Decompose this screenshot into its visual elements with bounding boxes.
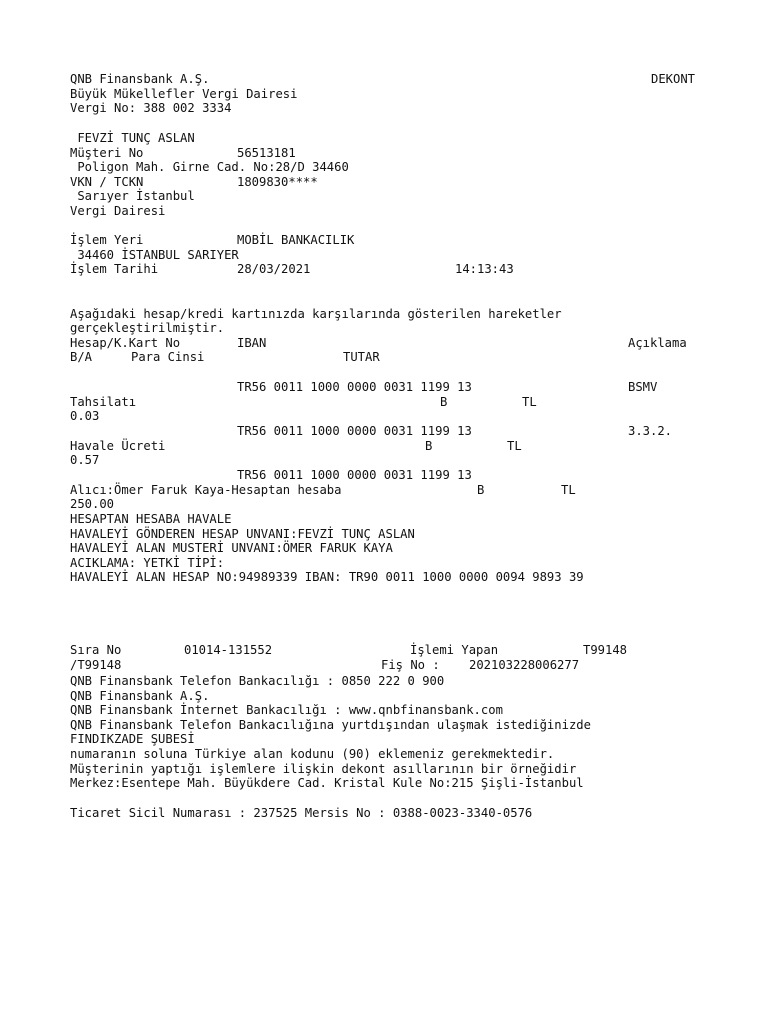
abroad-note: QNB Finansbank Telefon Bankacılığına yurtdışından ulaşmak istediğinizde (70, 718, 591, 732)
customer-address-2: Sarıyer İstanbul (70, 189, 195, 203)
date-value: 28/03/2021 (237, 262, 311, 276)
place-address: 34460 İSTANBUL SARIYER (70, 248, 239, 262)
time-value: 14:13:43 (455, 262, 514, 276)
movement-iban: TR56 0011 1000 0000 0031 1199 13 (237, 468, 472, 482)
movement-currency: TL (507, 439, 522, 453)
col-currency: Para Cinsi (131, 350, 205, 364)
phone-banking: QNB Finansbank Telefon Bankacılığı : 0850 222 0 900 (70, 674, 445, 688)
seq-value: 01014-131552 (184, 643, 273, 657)
movement-amount: 250.00 (70, 497, 115, 511)
col-iban: IBAN (237, 336, 267, 350)
country-code-note: numaranın soluna Türkiye alan kodunu (90) eklemeniz gerekmektedir. (70, 747, 555, 761)
movement-ba: B (425, 439, 433, 453)
movement-desc-right: 3.3.2. (628, 424, 673, 438)
place-label: İşlem Yeri (70, 233, 144, 247)
receipt-label: Fiş No : (381, 658, 440, 672)
customer-name: FEVZİ TUNÇ ASLAN (70, 131, 195, 145)
movement-desc-left: Tahsilatı (70, 395, 137, 409)
customer-address-3: Vergi Dairesi (70, 204, 166, 218)
col-description: Açıklama (628, 336, 687, 350)
hq-address: Merkez:Esentepe Mah. Büyükdere Cad. Kristal Kule No:215 Şişli-İstanbul (70, 776, 584, 790)
intro-line-1: Aşağıdaki hesap/kredi kartınızda karşılarında gösterilen hareketler (70, 307, 562, 321)
date-label: İşlem Tarihi (70, 262, 159, 276)
transfer-detail: HAVALEYİ ALAN MUSTERİ UNVANI:ÖMER FARUK KAYA (70, 541, 393, 555)
vkn-label: VKN / TCKN (70, 175, 144, 189)
tax-office: Büyük Mükellefler Vergi Dairesi (70, 87, 298, 101)
operator-value-2: /T99148 (70, 658, 122, 672)
customer-address-1: Poligon Mah. Girne Cad. No:28/D 34460 (70, 160, 349, 174)
customer-no-value: 56513181 (237, 146, 296, 160)
movement-amount: 0.57 (70, 453, 100, 467)
operator-value: T99148 (583, 643, 628, 657)
movement-desc-left: Alıcı:Ömer Faruk Kaya-Hesaptan hesaba (70, 483, 342, 497)
movement-amount: 0.03 (70, 409, 100, 423)
operator-label: İşlemi Yapan (410, 643, 499, 657)
movement-ba: B (440, 395, 448, 409)
movement-currency: TL (522, 395, 537, 409)
transfer-detail: HAVALEYİ ALAN HESAP NO:94989339 IBAN: TR90 0011 1000 0000 0094 9893 39 (70, 570, 584, 584)
movement-currency: TL (561, 483, 576, 497)
movement-iban: TR56 0011 1000 0000 0031 1199 13 (237, 380, 472, 394)
movement-ba: B (477, 483, 485, 497)
footer-bank-name: QNB Finansbank A.Ş. (70, 689, 210, 703)
vkn-value: 1809830**** (237, 175, 318, 189)
movement-desc-right: BSMV (628, 380, 658, 394)
copy-note: Müşterinin yaptığı işlemlere ilişkin dekont asıllarının bir örneğidir (70, 762, 577, 776)
customer-no-label: Müşteri No (70, 146, 144, 160)
transfer-detail: HESAPTAN HESABA HAVALE (70, 512, 232, 526)
transfer-detail: ACIKLAMA: YETKİ TİPİ: (70, 556, 225, 570)
movement-desc-left: Havale Ücreti (70, 439, 166, 453)
transfer-detail: HAVALEYİ GÖNDEREN HESAP UNVANI:FEVZİ TUNÇ ASLAN (70, 527, 415, 541)
doc-type: DEKONT (651, 72, 696, 86)
branch-name: FINDIKZADE ŞUBESİ (70, 732, 195, 746)
place-value: MOBİL BANKACILIK (237, 233, 355, 247)
receipt-value: 202103228006277 (469, 658, 580, 672)
seq-label: Sıra No (70, 643, 122, 657)
registry-info: Ticaret Sicil Numarası : 237525 Mersis No : 0388-0023-3340-0576 (70, 806, 533, 820)
col-account: Hesap/K.Kart No (70, 336, 181, 350)
intro-line-2: gerçekleştirilmiştir. (70, 321, 225, 335)
col-ba: B/A (70, 350, 93, 364)
col-amount: TUTAR (343, 350, 380, 364)
movement-iban: TR56 0011 1000 0000 0031 1199 13 (237, 424, 472, 438)
tax-no: Vergi No: 388 002 3334 (70, 101, 232, 115)
bank-name: QNB Finansbank A.Ş. (70, 72, 210, 86)
internet-banking: QNB Finansbank İnternet Bankacılığı : www.qnbfinansbank.com (70, 703, 503, 717)
